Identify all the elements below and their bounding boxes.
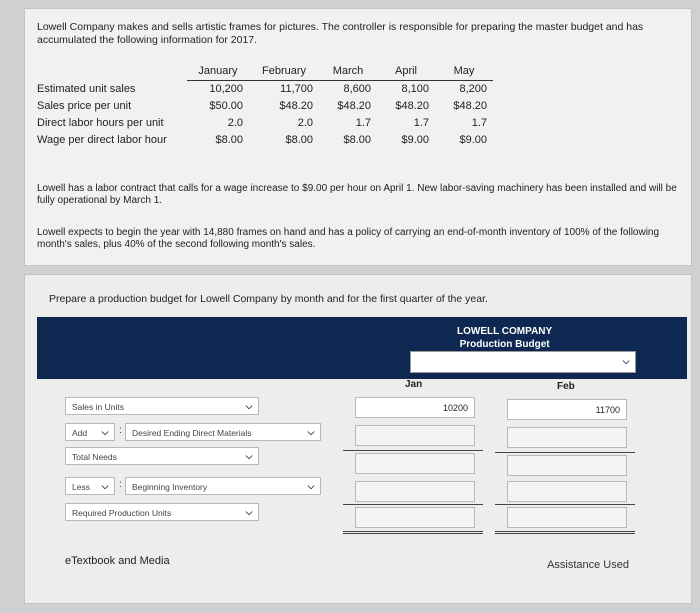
feb-sales-units-input[interactable]: 11700 — [507, 399, 627, 420]
intro-text: Lowell Company makes and sells artistic frames for pictures. The controller is responsible for preparing the master budget and has accumulated the following information for 2017. — [37, 21, 644, 46]
feb-total-needs-input[interactable] — [507, 455, 627, 476]
problem-panel — [24, 8, 692, 266]
jan-total-needs-input[interactable] — [355, 453, 475, 474]
month-header: May — [435, 63, 493, 80]
feb-beginning-inventory-input[interactable] — [507, 481, 627, 502]
budget-title: Production Budget — [459, 339, 550, 350]
feb-required-production-input[interactable] — [507, 507, 627, 528]
answer-panel: Prepare a production budget for Lowell Company by month and for the first quarter of the year. LOWELL COMPANY Production Budget ⌵ Jan Feb Sales in Units ⌵ 10200 11700 Add ⌵ : Desired Ending Direct Materials ⌵ Total Needs ⌵ Less ⌵ : Beginning Inventory ⌵ Required Production Units ⌵ eTextbook and Media Assistance Used — [24, 274, 692, 604]
month-header: February — [249, 63, 319, 80]
table-row: Sales price per unit $50.00 $48.20 $48.20 $48.20 $48.20 — [37, 99, 487, 112]
add-item-select[interactable]: Desired Ending Direct Materials ⌵ — [125, 423, 321, 441]
jan-desired-ending-input[interactable] — [355, 425, 475, 446]
inventory-policy-text: Lowell expects to begin the year with 14,880 frames on hand and has a policy of carrying an end-of-month inventory of 100% of the following month's sales, plus 40% of the second following month's sales. — [37, 227, 660, 250]
jan-sales-units-input[interactable]: 10200 — [355, 397, 475, 418]
column-header-feb: Feb — [557, 381, 575, 392]
month-header: April — [377, 63, 435, 80]
column-header-jan: Jan — [405, 379, 423, 390]
less-operator-select[interactable]: Less ⌵ — [65, 477, 115, 495]
chevron-down-icon: ⌵ — [307, 427, 315, 437]
total-needs-select[interactable]: Total Needs ⌵ — [65, 447, 259, 465]
chevron-down-icon: ⌵ — [245, 451, 253, 461]
month-header: January — [187, 63, 249, 80]
period-select[interactable] — [410, 351, 636, 373]
required-production-select[interactable]: Required Production Units ⌵ — [65, 503, 259, 521]
month-header: March — [319, 63, 377, 80]
etextbook-link[interactable]: eTextbook and Media — [65, 555, 170, 567]
table-row: Direct labor hours per unit 2.0 2.0 1.7 1.7 1.7 — [37, 116, 487, 129]
info-table — [37, 63, 493, 148]
chevron-down-icon: ⌵ — [245, 507, 253, 517]
jan-required-production-input[interactable] — [355, 507, 475, 528]
jan-beginning-inventory-input[interactable] — [355, 481, 475, 502]
assistance-used-label: Assistance Used — [547, 559, 629, 571]
chevron-down-icon: ⌵ — [622, 356, 630, 366]
chevron-down-icon: ⌵ — [245, 401, 253, 411]
add-operator-select[interactable]: Add ⌵ — [65, 423, 115, 441]
chevron-down-icon: ⌵ — [101, 427, 109, 437]
budget-header — [37, 317, 687, 379]
table-row: Wage per direct labor hour $8.00 $8.00 $8.00 $9.00 $9.00 — [37, 133, 487, 146]
table-row: Estimated unit sales 10,200 11,700 8,600 8,100 8,200 — [37, 82, 487, 95]
sales-units-select[interactable]: Sales in Units ⌵ — [65, 397, 259, 415]
task-instruction: Prepare a production budget for Lowell Company by month and for the first quarter of the year. — [49, 293, 488, 305]
feb-desired-ending-input[interactable] — [507, 427, 627, 448]
chevron-down-icon: ⌵ — [307, 481, 315, 491]
company-name: LOWELL COMPANY — [457, 326, 553, 337]
chevron-down-icon: ⌵ — [101, 481, 109, 491]
labor-contract-text: Lowell has a labor contract that calls for a wage increase to $9.00 per hour on April 1. New labor-saving machinery has been installed and will be fully operational by March 1. — [37, 183, 677, 206]
less-item-select[interactable]: Beginning Inventory ⌵ — [125, 477, 321, 495]
